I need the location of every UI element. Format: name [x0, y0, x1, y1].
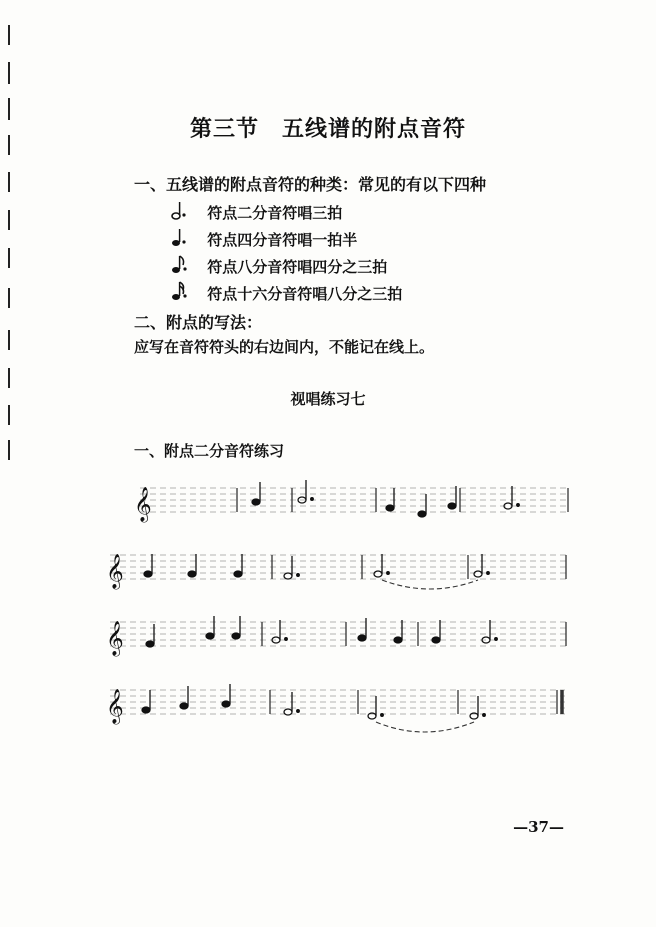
part1-heading: 一、五线谱的附点音符的种类：常见的有以下四种 [134, 175, 487, 194]
treble-clef-icon: 𝄞 [106, 554, 124, 589]
note-type-label: 符点二分音符唱三拍 [207, 204, 343, 222]
note-type-label: 符点八分音符唱四分之三拍 [207, 258, 388, 276]
exercise-subheading: 一、附点二分音符练习 [134, 442, 285, 460]
treble-clef-icon: 𝄞 [106, 689, 124, 724]
treble-clef-icon: 𝄞 [134, 487, 152, 522]
part2-heading: 二、附点的写法： [134, 313, 263, 332]
exercise-title: 视唱练习七 [290, 390, 366, 408]
part2-body: 应写在音符符头的右边间内，不能记在线上。 [134, 338, 435, 356]
treble-clef-icon: 𝄞 [106, 621, 124, 656]
section-title: 第三节 五线谱的附点音符 [189, 117, 466, 142]
note-type-label: 符点四分音符唱一拍半 [207, 231, 358, 249]
page-number: —37— [513, 818, 564, 836]
note-type-label: 符点十六分音符唱八分之三拍 [207, 285, 403, 303]
